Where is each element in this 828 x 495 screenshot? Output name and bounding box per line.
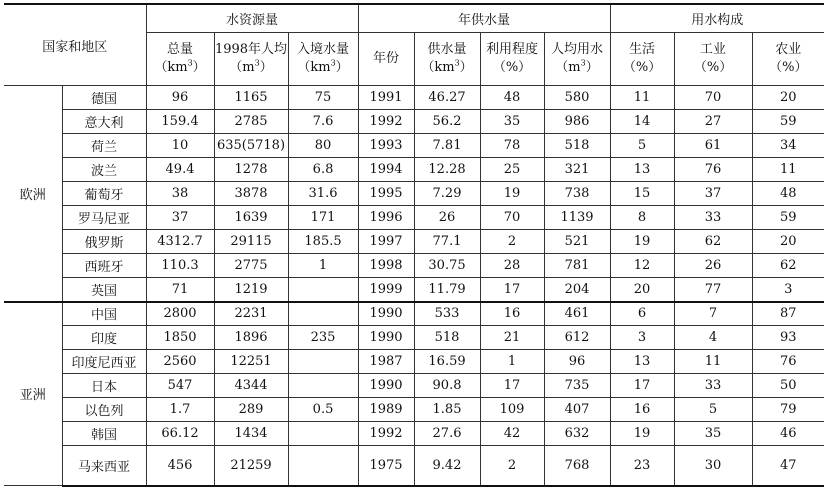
table-cell: 738 — [544, 182, 610, 206]
table-cell: 3 — [610, 326, 674, 350]
table-cell: 159.4 — [146, 110, 214, 134]
table-cell: 20 — [610, 278, 674, 302]
table-cell: 2800 — [146, 302, 214, 326]
table-cell: 1165 — [214, 86, 288, 110]
table-row — [4, 446, 824, 486]
table-cell: 76 — [674, 158, 752, 182]
table-row — [4, 398, 824, 422]
table-row — [4, 350, 824, 374]
table-cell: 3 — [752, 278, 824, 302]
table-cell: 6 — [610, 302, 674, 326]
table-cell: 11 — [674, 350, 752, 374]
table-cell: 171 — [288, 206, 358, 230]
table-cell: 59 — [752, 206, 824, 230]
table-cell: 1992 — [358, 110, 414, 134]
table-cell: 79 — [752, 398, 824, 422]
table-cell: 235 — [288, 326, 358, 350]
country-cell: 印度尼西亚 — [62, 350, 146, 374]
table-cell: 4344 — [214, 374, 288, 398]
table-cell: 110.3 — [146, 254, 214, 278]
table-cell: 25 — [480, 158, 544, 182]
table-cell: 38 — [146, 182, 214, 206]
country-cell: 韩国 — [62, 422, 146, 446]
region-header: 国家和地区 — [4, 4, 146, 86]
table-cell: 635(5718) — [214, 134, 288, 158]
table-cell: 48 — [480, 86, 544, 110]
table-cell: 19 — [610, 422, 674, 446]
supply-header: 供水量 $(km^3)$ — [414, 33, 480, 86]
table-cell: 456 — [146, 446, 214, 486]
table-cell: 1989 — [358, 398, 414, 422]
table-cell: 90.8 — [414, 374, 480, 398]
table-cell: 42 — [480, 422, 544, 446]
table-cell: 1990 — [358, 374, 414, 398]
table-cell: 7.29 — [414, 182, 480, 206]
table-cell: 49.4 — [146, 158, 214, 182]
table-cell: 1639 — [214, 206, 288, 230]
table-cell: 518 — [544, 134, 610, 158]
agriculture-header: 农业 （%） — [752, 33, 824, 86]
table-cell: 4 — [674, 326, 752, 350]
table-cell: 2 — [480, 230, 544, 254]
country-cell: 英国 — [62, 278, 146, 302]
year-header: 年份 — [358, 33, 414, 86]
table-body — [4, 86, 824, 486]
per-capita-1998-label: 1998年人均 — [214, 42, 288, 57]
table-cell: 1990 — [358, 302, 414, 326]
table-cell: 1992 — [358, 422, 414, 446]
table-cell: 632 — [544, 422, 610, 446]
table-row — [4, 110, 824, 134]
table-cell: 61 — [674, 134, 752, 158]
industry-header: 工业 （%） — [674, 33, 752, 86]
table-cell: 71 — [146, 278, 214, 302]
table-cell: 11.79 — [414, 278, 480, 302]
table-cell: 15 — [610, 182, 674, 206]
table-cell: 0.5 — [288, 398, 358, 422]
table-cell: 1975 — [358, 446, 414, 486]
table-cell: 21259 — [214, 446, 288, 486]
table-row — [4, 86, 824, 110]
table-cell: 12 — [610, 254, 674, 278]
table-cell: 461 — [544, 302, 610, 326]
table-cell — [288, 278, 358, 302]
table-cell: 19 — [480, 182, 544, 206]
country-cell: 西班牙 — [62, 254, 146, 278]
per-capita-1998-header: 1998年人均 $(m^3)$ — [214, 33, 288, 86]
table-cell: 1219 — [214, 278, 288, 302]
country-cell: 印度 — [62, 326, 146, 350]
table-cell: 533 — [414, 302, 480, 326]
table-cell: 185.5 — [288, 230, 358, 254]
table-cell: 2785 — [214, 110, 288, 134]
table-cell: 16 — [610, 398, 674, 422]
table-row — [4, 422, 824, 446]
table-cell: 93 — [752, 326, 824, 350]
country-cell: 日本 — [62, 374, 146, 398]
table-cell: 768 — [544, 446, 610, 486]
table-cell: 547 — [146, 374, 214, 398]
table-cell: 62 — [674, 230, 752, 254]
country-cell: 以色列 — [62, 398, 146, 422]
table-cell: 34 — [752, 134, 824, 158]
table-cell — [288, 422, 358, 446]
table-cell: 19 — [610, 230, 674, 254]
table-cell: 23 — [610, 446, 674, 486]
table-row — [4, 278, 824, 302]
utilization-header: 利用程度 （%） — [480, 33, 544, 86]
table-row — [4, 230, 824, 254]
table-cell: 80 — [288, 134, 358, 158]
table-cell: 580 — [544, 86, 610, 110]
table-row — [4, 158, 824, 182]
table-cell: 781 — [544, 254, 610, 278]
table-cell: 35 — [674, 422, 752, 446]
table-cell: 1.7 — [146, 398, 214, 422]
table-cell: 289 — [214, 398, 288, 422]
supply-label: 供水量 — [427, 42, 467, 57]
inflow-label: 入境水量 — [297, 42, 350, 57]
table-cell: 321 — [544, 158, 610, 182]
table-cell: 10 — [146, 134, 214, 158]
table-cell: 21 — [480, 326, 544, 350]
country-cell: 葡萄牙 — [62, 182, 146, 206]
table-cell: 47 — [752, 446, 824, 486]
table-cell — [288, 446, 358, 486]
per-capita-use-label: 人均用水 — [551, 42, 604, 57]
total-header: 总量 $(km^3)$ — [146, 33, 214, 86]
country-cell: 荷兰 — [62, 134, 146, 158]
table-cell: 9.42 — [414, 446, 480, 486]
table-cell: 17 — [480, 374, 544, 398]
utilization-label: 利用程度 — [486, 42, 539, 57]
annual-supply-header: 年供水量 — [358, 4, 610, 33]
table-cell: 1434 — [214, 422, 288, 446]
table-cell: 986 — [544, 110, 610, 134]
region-group-cell: 欧洲 — [4, 86, 62, 302]
table-cell: 1 — [480, 350, 544, 374]
table-cell: 96 — [146, 86, 214, 110]
table-cell: 1 — [288, 254, 358, 278]
table-cell: 2775 — [214, 254, 288, 278]
country-cell: 意大利 — [62, 110, 146, 134]
table-cell: 1990 — [358, 326, 414, 350]
table-cell: 70 — [674, 86, 752, 110]
table-cell — [288, 350, 358, 374]
table-cell: 77 — [674, 278, 752, 302]
table-cell: 2 — [480, 446, 544, 486]
table-cell: 46.27 — [414, 86, 480, 110]
inflow-header: 入境水量 $(km^3)$ — [288, 33, 358, 86]
country-cell: 俄罗斯 — [62, 230, 146, 254]
table-cell: 35 — [480, 110, 544, 134]
table-cell: 16.59 — [414, 350, 480, 374]
table-cell: 1278 — [214, 158, 288, 182]
table-cell: 1993 — [358, 134, 414, 158]
table-cell: 521 — [544, 230, 610, 254]
table-cell: 109 — [480, 398, 544, 422]
table-cell — [288, 302, 358, 326]
country-cell: 波兰 — [62, 158, 146, 182]
table-row — [4, 182, 824, 206]
table-cell: 3878 — [214, 182, 288, 206]
table-row — [4, 374, 824, 398]
table-cell: 1896 — [214, 326, 288, 350]
table-cell: 48 — [752, 182, 824, 206]
table-cell: 76 — [752, 350, 824, 374]
table-row — [4, 326, 824, 350]
table-cell: 2560 — [146, 350, 214, 374]
table-cell: 30.75 — [414, 254, 480, 278]
table-cell: 37 — [674, 182, 752, 206]
table-cell: 75 — [288, 86, 358, 110]
table-cell: 1995 — [358, 182, 414, 206]
table-cell: 1998 — [358, 254, 414, 278]
table-cell: 1.85 — [414, 398, 480, 422]
agriculture-label: 农业 — [775, 42, 802, 57]
table-cell: 7.81 — [414, 134, 480, 158]
total-label: 总量 — [167, 42, 194, 57]
table-cell: 2231 — [214, 302, 288, 326]
table-cell: 14 — [610, 110, 674, 134]
table-cell: 13 — [610, 158, 674, 182]
table-row — [4, 134, 824, 158]
table-cell: 407 — [544, 398, 610, 422]
industry-label: 工业 — [700, 42, 727, 57]
table-cell: 13 — [610, 350, 674, 374]
water-resources-header: 水资源量 — [146, 4, 358, 33]
table-cell: 27 — [674, 110, 752, 134]
table-row — [4, 206, 824, 230]
table-cell: 70 — [480, 206, 544, 230]
table-cell: 5 — [610, 134, 674, 158]
region-group-cell: 亚洲 — [4, 302, 62, 486]
table-cell: 17 — [480, 278, 544, 302]
use-structure-header: 用水构成 — [610, 4, 824, 33]
country-cell: 罗马尼亚 — [62, 206, 146, 230]
table-cell: 27.6 — [414, 422, 480, 446]
table-cell: 87 — [752, 302, 824, 326]
table-cell: 56.2 — [414, 110, 480, 134]
table-cell: 11 — [752, 158, 824, 182]
table-cell: 31.6 — [288, 182, 358, 206]
table-cell: 1999 — [358, 278, 414, 302]
table-cell: 1997 — [358, 230, 414, 254]
table-cell: 11 — [610, 86, 674, 110]
table-cell: 7.6 — [288, 110, 358, 134]
table-cell: 26 — [414, 206, 480, 230]
table-cell: 50 — [752, 374, 824, 398]
table-cell: 612 — [544, 326, 610, 350]
table-cell: 8 — [610, 206, 674, 230]
table-cell: 1987 — [358, 350, 414, 374]
table-cell: 77.1 — [414, 230, 480, 254]
table-cell: 20 — [752, 230, 824, 254]
table-cell: 1139 — [544, 206, 610, 230]
per-capita-use-header: 人均用水 $(m^3)$ — [544, 33, 610, 86]
water-resources-table — [4, 3, 824, 487]
table-cell: 28 — [480, 254, 544, 278]
table-cell: 29115 — [214, 230, 288, 254]
table-cell: 33 — [674, 374, 752, 398]
table-cell: 12251 — [214, 350, 288, 374]
table-cell: 46 — [752, 422, 824, 446]
table-cell: 37 — [146, 206, 214, 230]
country-cell: 马来西亚 — [62, 446, 146, 486]
table-cell: 1994 — [358, 158, 414, 182]
table-cell: 735 — [544, 374, 610, 398]
country-cell: 德国 — [62, 86, 146, 110]
table-cell: 17 — [610, 374, 674, 398]
table-cell: 1991 — [358, 86, 414, 110]
country-cell: 中国 — [62, 302, 146, 326]
table-row — [4, 254, 824, 278]
table-cell: 4312.7 — [146, 230, 214, 254]
domestic-label: 生活 — [629, 42, 656, 57]
table-cell: 26 — [674, 254, 752, 278]
table-cell: 62 — [752, 254, 824, 278]
table-cell: 518 — [414, 326, 480, 350]
table-cell: 7 — [674, 302, 752, 326]
table-cell: 33 — [674, 206, 752, 230]
table-cell — [288, 374, 358, 398]
table-cell: 204 — [544, 278, 610, 302]
table-cell: 20 — [752, 86, 824, 110]
table-row — [4, 302, 824, 326]
table-cell: 96 — [544, 350, 610, 374]
table-cell: 59 — [752, 110, 824, 134]
domestic-header: 生活 （%） — [610, 33, 674, 86]
table-cell: 1996 — [358, 206, 414, 230]
table-cell: 5 — [674, 398, 752, 422]
table-cell: 12.28 — [414, 158, 480, 182]
table-cell: 66.12 — [146, 422, 214, 446]
table-cell: 30 — [674, 446, 752, 486]
table-cell: 1850 — [146, 326, 214, 350]
table-cell: 78 — [480, 134, 544, 158]
table-cell: 16 — [480, 302, 544, 326]
table-cell: 6.8 — [288, 158, 358, 182]
